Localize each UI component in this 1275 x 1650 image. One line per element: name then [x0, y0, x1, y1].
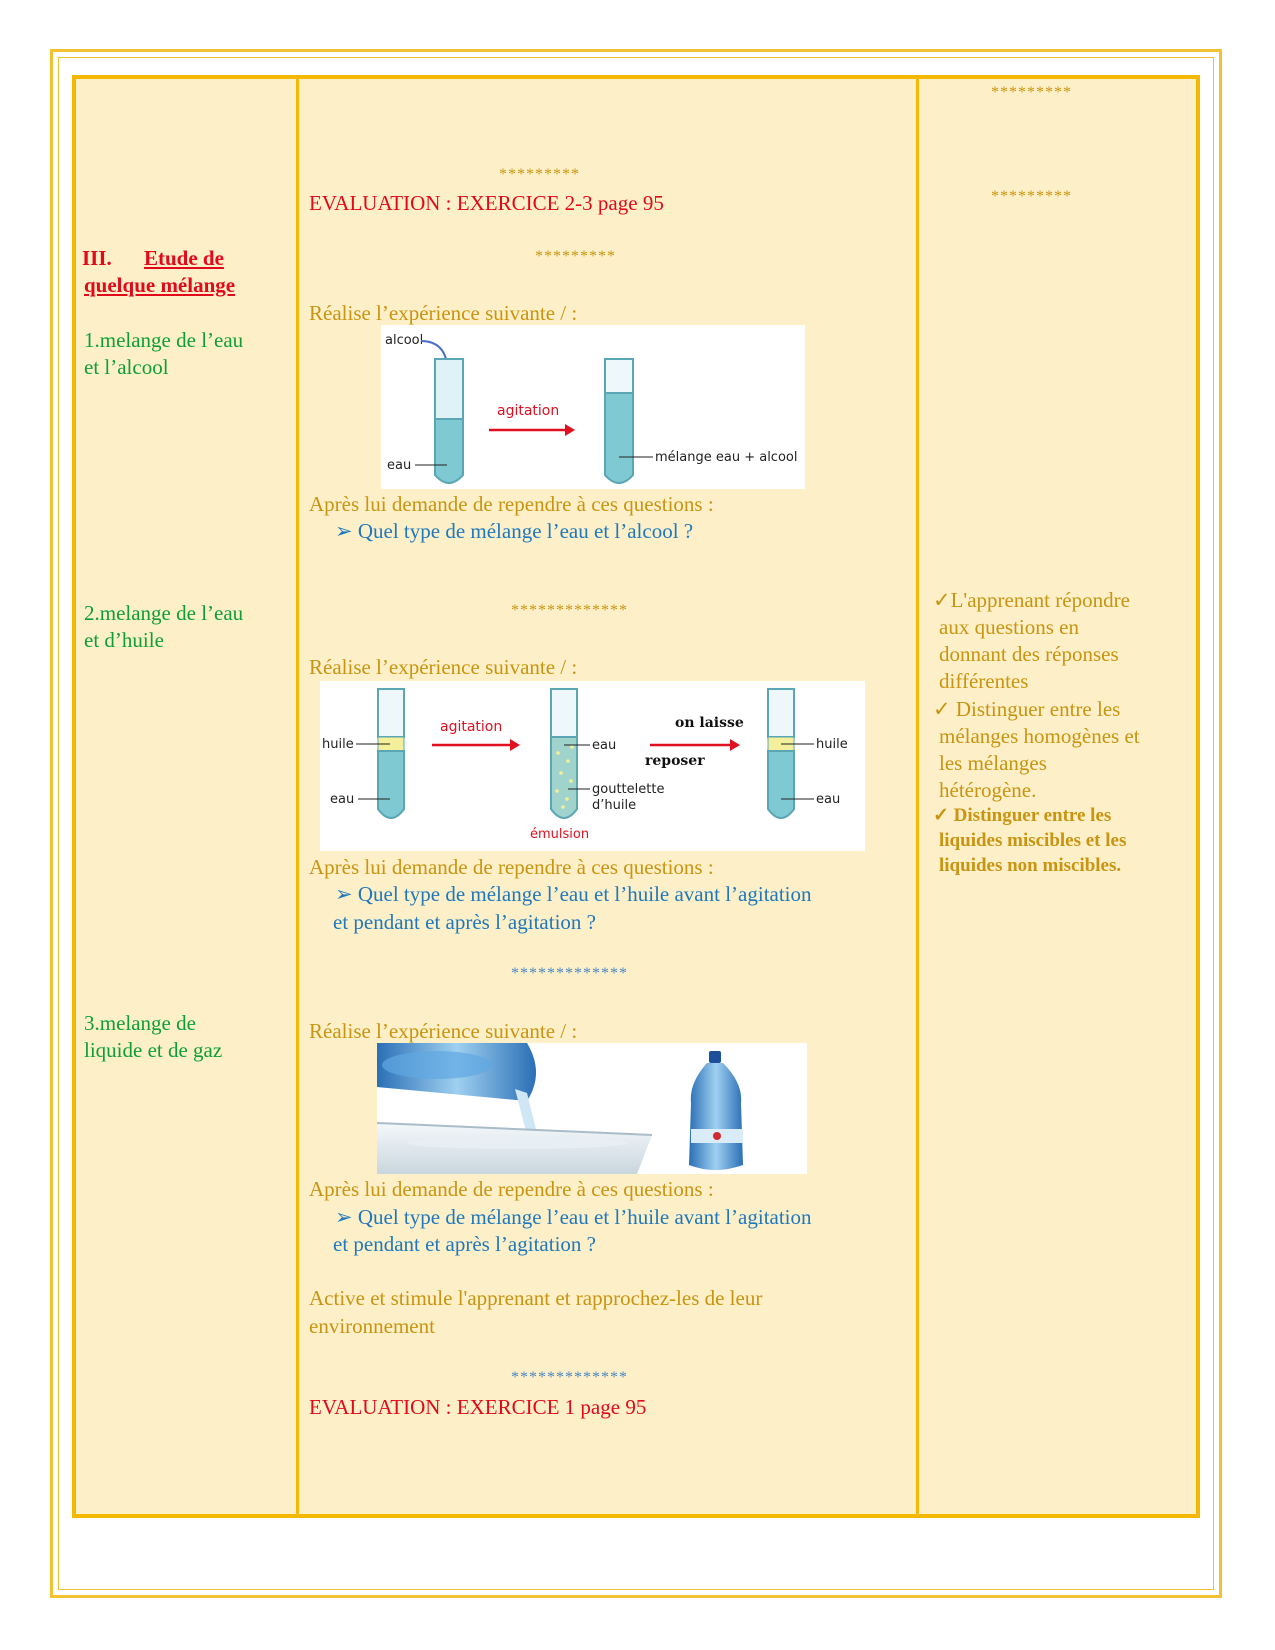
activity-note-line1: Active et stimule l'apprenant et rapprochez-les de leur [309, 1286, 763, 1310]
subsection-3-line2: liquide et de gaz [84, 1038, 223, 1062]
checkmark-icon: ✓ [933, 588, 951, 612]
subsection-1-line1: 1.melange de l’eau [84, 328, 244, 352]
label-reposer: reposer [645, 753, 705, 769]
question-3-text: Quel type de mélange l’eau et l’huile avant l’agitation [357, 1205, 812, 1229]
label-huile-3: huile [816, 737, 848, 752]
experiment-instruction-1: Réalise l’expérience suivante / : [309, 301, 578, 325]
label-huile: huile [322, 737, 354, 752]
evaluation-heading-1: EVALUATION : EXERCICE 2-3 page 95 [309, 191, 664, 215]
section-title-line2: quelque mélange [84, 273, 236, 297]
objective-3-line2: liquides miscibles et les [939, 830, 1127, 851]
question-3-line2: et pendant et après l’agitation ? [333, 1232, 596, 1256]
label-gouttelette: gouttelette [592, 782, 665, 797]
label-dhuile: d’huile [592, 798, 637, 813]
objective-2-line3: les mélanges [939, 751, 1047, 775]
ask-instruction-1: Après lui demande de rependre à ces questions : [309, 492, 714, 516]
evaluation-heading-2: EVALUATION : EXERCICE 1 page 95 [309, 1395, 647, 1419]
question-1 [335, 517, 693, 545]
objective-3-line1 [933, 803, 1111, 828]
objective-3-line3: liquides non miscibles. [939, 855, 1122, 876]
subsection-3-line1: 3.melange de [84, 1011, 196, 1035]
column-activities [299, 79, 919, 1514]
column-objectives [919, 79, 1196, 1514]
section-number: III. [82, 246, 112, 270]
question-3-line1 [335, 1203, 812, 1231]
arrow-bullet-icon: ➢ [335, 882, 358, 906]
checkmark-icon: ✓ [933, 697, 956, 721]
objective-2-line4: hétérogène. [939, 778, 1037, 802]
label-agitation: agitation [497, 403, 560, 419]
column-content [76, 79, 299, 1514]
objective-1-text: L'apprenant répondre [950, 588, 1130, 612]
label-eau: eau [330, 792, 355, 807]
objective-1-line4: différentes [939, 669, 1029, 693]
label-eau: eau [387, 458, 412, 473]
figure-water-oil [320, 681, 865, 851]
experiment-instruction-2: Réalise l’expérience suivante / : [309, 655, 578, 679]
ask-instruction-3: Après lui demande de rependre à ces questions : [309, 1177, 714, 1201]
label-alcool: alcool [385, 333, 424, 348]
separator-stars: ********* [991, 188, 1072, 205]
subsection-1-line2: et l’alcool [84, 355, 169, 379]
subsection-2-line2: et d’huile [84, 628, 164, 652]
objective-2-line2: mélanges homogènes et [939, 724, 1140, 748]
question-2-text: Quel type de mélange l’eau et l’huile avant l’agitation [357, 882, 812, 906]
objective-2-line1 [933, 695, 1120, 723]
label-on-laisse: on laisse [675, 715, 744, 731]
section-title-line1: Etude de [144, 246, 224, 270]
question-1-text: Quel type de mélange l’eau et l’alcool ? [357, 519, 694, 543]
separator-stars: ********* [499, 166, 580, 183]
subsection-2-line1: 2.melange de l’eau [84, 601, 244, 625]
separator-stars: ********* [991, 84, 1072, 101]
arrow-bullet-icon: ➢ [335, 519, 358, 543]
separator-stars: ************* [511, 965, 628, 982]
label-agitation: agitation [440, 719, 503, 735]
arrow-bullet-icon: ➢ [335, 1205, 358, 1229]
separator-stars: ************* [511, 602, 628, 619]
checkmark-icon: ✓ [933, 805, 954, 826]
figure-bottle-glass [377, 1043, 807, 1174]
label-eau-3: eau [816, 792, 841, 807]
label-melange: mélange eau + alcool [655, 450, 798, 465]
separator-stars: ********* [535, 248, 616, 265]
activity-note-line2: environnement [309, 1314, 435, 1338]
label-eau-2: eau [592, 738, 617, 753]
objective-1-line2: aux questions en [939, 615, 1079, 639]
experiment-instruction-3: Réalise l’expérience suivante / : [309, 1019, 578, 1043]
separator-stars: ************* [511, 1369, 628, 1386]
ask-instruction-2: Après lui demande de rependre à ces questions : [309, 855, 714, 879]
lesson-table [72, 75, 1200, 1518]
objective-3-text: Distinguer entre les [953, 805, 1112, 826]
objective-1-line1 [933, 586, 1130, 614]
figure-water-alcohol [381, 325, 805, 489]
question-2-line2: et pendant et après l’agitation ? [333, 910, 596, 934]
objective-2-text: Distinguer entre les [955, 697, 1121, 721]
label-emulsion: émulsion [530, 827, 590, 842]
question-2-line1 [335, 880, 812, 908]
objective-1-line3: donnant des réponses [939, 642, 1119, 666]
